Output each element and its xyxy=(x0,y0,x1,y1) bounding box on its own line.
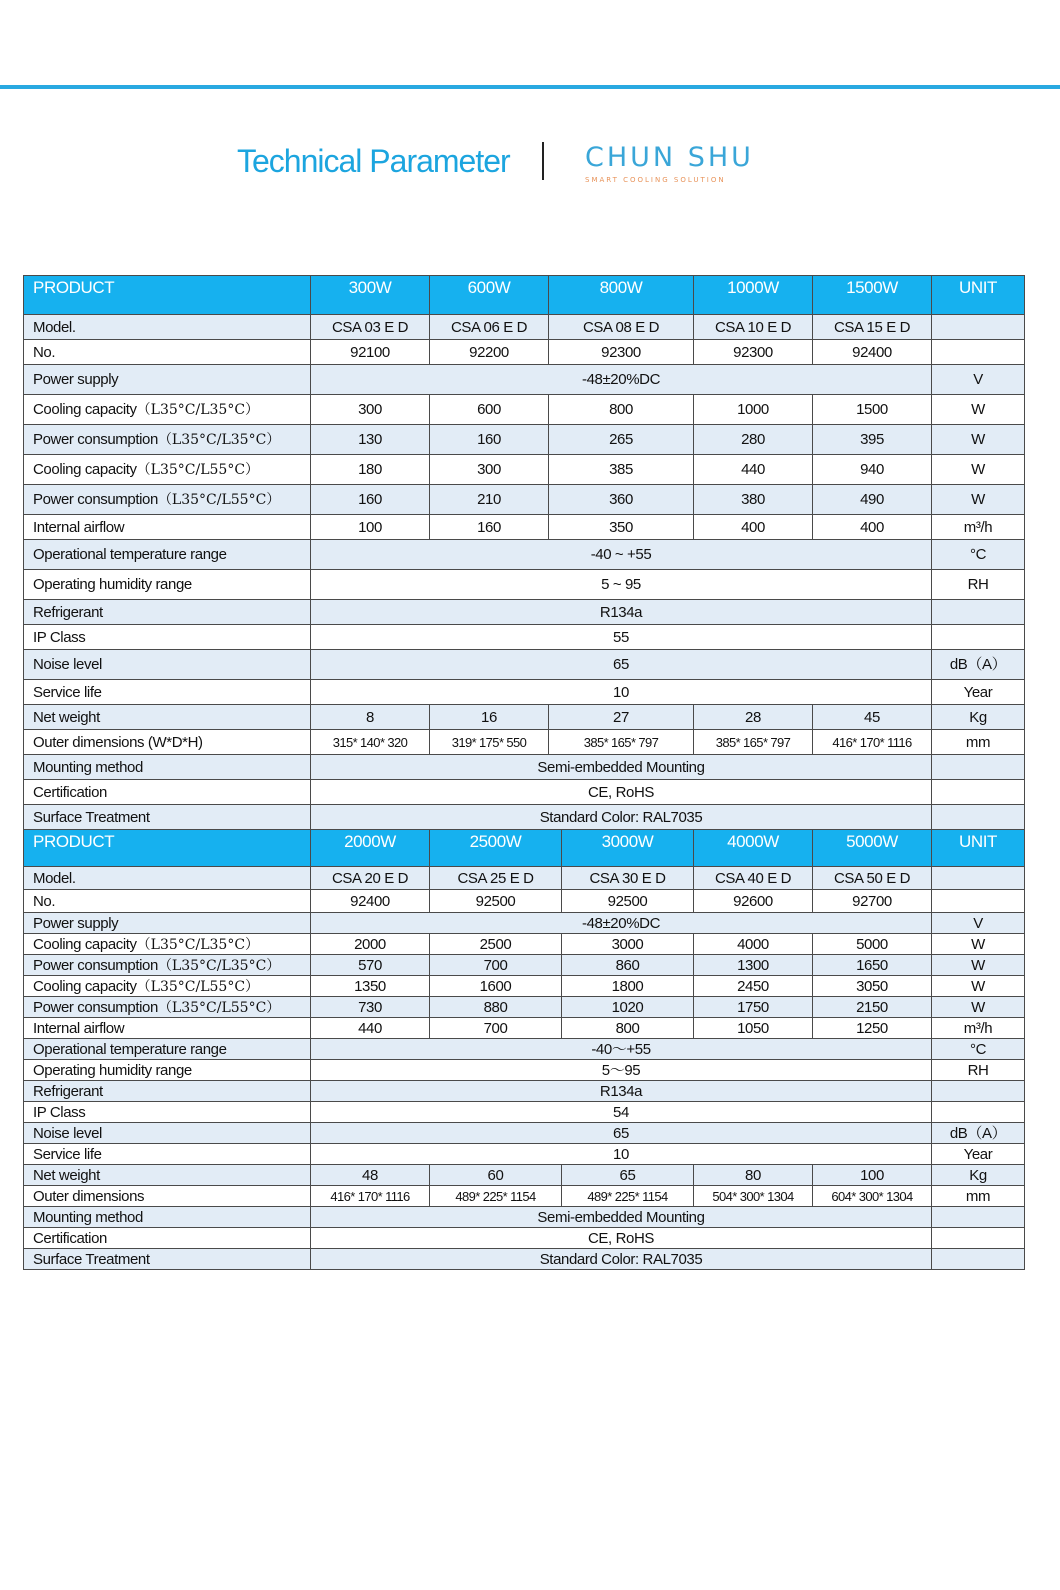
merged-cell: Semi-embedded Mounting xyxy=(311,1207,932,1228)
cell: CSA 15 E D xyxy=(813,315,932,340)
row-label: Power supply xyxy=(24,365,311,395)
unit-cell xyxy=(932,1207,1025,1228)
table-row-ip-class xyxy=(24,1102,1025,1123)
cell: 1650 xyxy=(813,955,932,976)
row-label-condition: （L35°C/L35°C） xyxy=(136,936,260,953)
unit-cell: W xyxy=(932,934,1025,955)
unit-cell: RH xyxy=(932,570,1025,600)
row-label: No. xyxy=(24,340,311,365)
table-row-power-35-55 xyxy=(24,997,1025,1018)
table-row-temp-range xyxy=(24,540,1025,570)
cell: 100 xyxy=(311,515,430,540)
row-label-text: Cooling capacity xyxy=(33,977,137,995)
cell: 100 xyxy=(813,1165,932,1186)
cell: CSA 20 E D xyxy=(311,867,430,890)
merged-cell: 10 xyxy=(311,680,932,705)
cell: 489* 225* 1154 xyxy=(562,1186,694,1207)
header-product-label: PRODUCT xyxy=(24,276,311,315)
row-label: Certification xyxy=(24,780,311,805)
unit-cell: dB（A） xyxy=(932,650,1025,680)
unit-cell xyxy=(932,1228,1025,1249)
cell: 130 xyxy=(311,425,430,455)
table-row-cooling-35-35 xyxy=(24,395,1025,425)
row-label: IP Class xyxy=(24,625,311,650)
row-label-condition: （L35°C/L35°C） xyxy=(157,957,281,974)
unit-cell: W xyxy=(932,395,1025,425)
cell: 2450 xyxy=(694,976,813,997)
cell: 604* 300* 1304 xyxy=(813,1186,932,1207)
title-divider xyxy=(542,142,544,180)
merged-cell: Standard Color: RAL7035 xyxy=(311,805,932,830)
table-row-surface xyxy=(24,805,1025,830)
table-row-noise xyxy=(24,650,1025,680)
cell: 490 xyxy=(813,485,932,515)
cell: 800 xyxy=(562,1018,694,1039)
row-label: Internal airflow xyxy=(24,1018,311,1039)
table-row-power-35-35 xyxy=(24,955,1025,976)
row-label: Power supply xyxy=(24,913,311,934)
cell: 160 xyxy=(430,425,549,455)
row-label: Service life xyxy=(24,1144,311,1165)
row-label: Mounting method xyxy=(24,1207,311,1228)
row-label xyxy=(24,485,311,515)
row-label: Refrigerant xyxy=(24,600,311,625)
row-label xyxy=(24,934,311,955)
cell: 92300 xyxy=(694,340,813,365)
merged-cell: -48±20%DC xyxy=(311,913,932,934)
unit-cell: °C xyxy=(932,1039,1025,1060)
table-row-outer-dims xyxy=(24,730,1025,755)
cell: 3000 xyxy=(562,934,694,955)
table-row-humidity xyxy=(24,1060,1025,1081)
unit-cell xyxy=(932,1081,1025,1102)
row-label-condition: （L35°C/L55°C） xyxy=(157,492,281,508)
unit-cell: mm xyxy=(932,1186,1025,1207)
table-row-power-supply xyxy=(24,365,1025,395)
row-label: Certification xyxy=(24,1228,311,1249)
cell: CSA 06 E D xyxy=(430,315,549,340)
unit-cell: W xyxy=(932,425,1025,455)
header-col: 800W xyxy=(549,276,694,315)
cell: 570 xyxy=(311,955,430,976)
header-unit: UNIT xyxy=(932,276,1025,315)
row-label-text: Cooling capacity xyxy=(33,461,137,478)
cell: 489* 225* 1154 xyxy=(430,1186,562,1207)
cell: CSA 08 E D xyxy=(549,315,694,340)
cell: 1000 xyxy=(694,395,813,425)
cell: 160 xyxy=(311,485,430,515)
table-row-ip-class xyxy=(24,625,1025,650)
cell: 80 xyxy=(694,1165,813,1186)
unit-cell: Year xyxy=(932,680,1025,705)
row-label: Noise level xyxy=(24,1123,311,1144)
row-label: Mounting method xyxy=(24,755,311,780)
unit-cell xyxy=(932,340,1025,365)
cell: 280 xyxy=(694,425,813,455)
table-row-service-life xyxy=(24,1144,1025,1165)
merged-cell: R134a xyxy=(311,1081,932,1102)
row-label xyxy=(24,955,311,976)
row-label-condition: （L35°C/L55°C） xyxy=(157,999,281,1016)
cell: 1350 xyxy=(311,976,430,997)
table-row-cooling-35-55 xyxy=(24,455,1025,485)
cell: 600 xyxy=(430,395,549,425)
merged-cell: 65 xyxy=(311,650,932,680)
table-row-model xyxy=(24,867,1025,890)
unit-cell: W xyxy=(932,976,1025,997)
brand-logo xyxy=(585,143,754,184)
cell: 265 xyxy=(549,425,694,455)
table-row-certification xyxy=(24,780,1025,805)
brand-name: CHUN SHU xyxy=(585,142,754,173)
merged-cell: 5 ~ 95 xyxy=(311,570,932,600)
row-label-condition: （L35°C/L35°C） xyxy=(157,432,281,448)
unit-cell: V xyxy=(932,913,1025,934)
row-label: Outer dimensions (W*D*H) xyxy=(24,730,311,755)
cell: 1020 xyxy=(562,997,694,1018)
cell: 92600 xyxy=(694,890,813,913)
row-label: Operating humidity range xyxy=(24,570,311,600)
header-col: 4000W xyxy=(694,830,813,867)
unit-cell: dB（A） xyxy=(932,1123,1025,1144)
row-label: Model. xyxy=(24,315,311,340)
cell: 504* 300* 1304 xyxy=(694,1186,813,1207)
cell: 700 xyxy=(430,955,562,976)
unit-cell xyxy=(932,780,1025,805)
table-row-service-life xyxy=(24,680,1025,705)
header-col: 3000W xyxy=(562,830,694,867)
row-label xyxy=(24,976,311,997)
row-label: Net weight xyxy=(24,1165,311,1186)
cell: 700 xyxy=(430,1018,562,1039)
cell: 1600 xyxy=(430,976,562,997)
unit-cell: W xyxy=(932,955,1025,976)
cell: 8 xyxy=(311,705,430,730)
cell: CSA 10 E D xyxy=(694,315,813,340)
cell: CSA 03 E D xyxy=(311,315,430,340)
cell: 440 xyxy=(311,1018,430,1039)
brand-tagline: SMART COOLING SOLUTION xyxy=(585,176,726,184)
table-row-net-weight xyxy=(24,1165,1025,1186)
table-row-no xyxy=(24,340,1025,365)
table-header-row xyxy=(24,276,1025,315)
cell: 385* 165* 797 xyxy=(694,730,813,755)
row-label xyxy=(24,425,311,455)
cell: CSA 25 E D xyxy=(430,867,562,890)
unit-cell: RH xyxy=(932,1060,1025,1081)
cell: 416* 170* 1116 xyxy=(311,1186,430,1207)
cell: 300 xyxy=(430,455,549,485)
table-row-cooling-35-35 xyxy=(24,934,1025,955)
cell: 60 xyxy=(430,1165,562,1186)
table-header-row xyxy=(24,830,1025,867)
cell: CSA 40 E D xyxy=(694,867,813,890)
header-col: 300W xyxy=(311,276,430,315)
cell: 4000 xyxy=(694,934,813,955)
unit-cell: Year xyxy=(932,1144,1025,1165)
cell: 880 xyxy=(430,997,562,1018)
cell: 5000 xyxy=(813,934,932,955)
cell: 1050 xyxy=(694,1018,813,1039)
cell: 1300 xyxy=(694,955,813,976)
unit-cell xyxy=(932,1102,1025,1123)
cell: 360 xyxy=(549,485,694,515)
spec-table-1 xyxy=(23,275,1025,830)
header-product-label: PRODUCT xyxy=(24,830,311,867)
merged-cell: 65 xyxy=(311,1123,932,1144)
row-label: Noise level xyxy=(24,650,311,680)
merged-cell: -48±20%DC xyxy=(311,365,932,395)
table-row-noise xyxy=(24,1123,1025,1144)
cell: 400 xyxy=(813,515,932,540)
table-row-model xyxy=(24,315,1025,340)
merged-cell: -40 ~ +55 xyxy=(311,540,932,570)
cell: 385 xyxy=(549,455,694,485)
table-row-power-supply xyxy=(24,913,1025,934)
table-row-mounting xyxy=(24,755,1025,780)
cell: 92100 xyxy=(311,340,430,365)
cell: 16 xyxy=(430,705,549,730)
top-rule xyxy=(0,85,1060,89)
row-label: Refrigerant xyxy=(24,1081,311,1102)
row-label-condition: （L35°C/L55°C） xyxy=(136,978,260,995)
cell: 160 xyxy=(430,515,549,540)
merged-cell: 54 xyxy=(311,1102,932,1123)
table-row-no xyxy=(24,890,1025,913)
cell: CSA 50 E D xyxy=(813,867,932,890)
table-row-cooling-35-55 xyxy=(24,976,1025,997)
cell: 319* 175* 550 xyxy=(430,730,549,755)
row-label xyxy=(24,997,311,1018)
merged-cell: Standard Color: RAL7035 xyxy=(311,1249,932,1270)
merged-cell: CE, RoHS xyxy=(311,1228,932,1249)
cell: 2150 xyxy=(813,997,932,1018)
table-row-surface xyxy=(24,1249,1025,1270)
merged-cell: -40～+55 xyxy=(311,1039,932,1060)
unit-cell: W xyxy=(932,485,1025,515)
cell: 2000 xyxy=(311,934,430,955)
cell: 400 xyxy=(694,515,813,540)
cell: 730 xyxy=(311,997,430,1018)
cell: 380 xyxy=(694,485,813,515)
cell: 210 xyxy=(430,485,549,515)
cell: 860 xyxy=(562,955,694,976)
unit-cell: mm xyxy=(932,730,1025,755)
spec-table-2 xyxy=(23,829,1025,1270)
header-col: 600W xyxy=(430,276,549,315)
cell: 300 xyxy=(311,395,430,425)
table-row-net-weight xyxy=(24,705,1025,730)
row-label-text: Power consumption xyxy=(33,431,158,448)
cell: CSA 30 E D xyxy=(562,867,694,890)
cell: 350 xyxy=(549,515,694,540)
cell: 1500 xyxy=(813,395,932,425)
table-row-refrigerant xyxy=(24,1081,1025,1102)
cell: 1800 xyxy=(562,976,694,997)
cell: 395 xyxy=(813,425,932,455)
table-row-temp-range xyxy=(24,1039,1025,1060)
merged-cell: CE, RoHS xyxy=(311,780,932,805)
row-label-condition: （L35°C/L35°C） xyxy=(136,402,260,418)
row-label-text: Cooling capacity xyxy=(33,935,137,953)
unit-cell: m³/h xyxy=(932,1018,1025,1039)
cell: 92400 xyxy=(311,890,430,913)
row-label: Internal airflow xyxy=(24,515,311,540)
cell: 92200 xyxy=(430,340,549,365)
header-col: 2000W xyxy=(311,830,430,867)
unit-cell: m³/h xyxy=(932,515,1025,540)
row-label: Surface Treatment xyxy=(24,805,311,830)
page-title: Technical Parameter xyxy=(237,143,510,179)
table-row-airflow xyxy=(24,1018,1025,1039)
table-row-humidity xyxy=(24,570,1025,600)
row-label: Model. xyxy=(24,867,311,890)
merged-cell: 10 xyxy=(311,1144,932,1165)
cell: 440 xyxy=(694,455,813,485)
merged-cell: R134a xyxy=(311,600,932,625)
row-label: Operating humidity range xyxy=(24,1060,311,1081)
table-row-power-35-55 xyxy=(24,485,1025,515)
unit-cell: Kg xyxy=(932,705,1025,730)
unit-cell xyxy=(932,867,1025,890)
row-label-text: Power consumption xyxy=(33,956,158,974)
unit-cell: W xyxy=(932,455,1025,485)
cell: 940 xyxy=(813,455,932,485)
cell: 1750 xyxy=(694,997,813,1018)
unit-cell xyxy=(932,805,1025,830)
unit-cell: °C xyxy=(932,540,1025,570)
merged-cell: 5～95 xyxy=(311,1060,932,1081)
table-row-mounting xyxy=(24,1207,1025,1228)
unit-cell xyxy=(932,600,1025,625)
table-row-power-35-35 xyxy=(24,425,1025,455)
merged-cell: Semi-embedded Mounting xyxy=(311,755,932,780)
cell: 65 xyxy=(562,1165,694,1186)
header-unit: UNIT xyxy=(932,830,1025,867)
merged-cell: 55 xyxy=(311,625,932,650)
row-label-text: Power consumption xyxy=(33,491,158,508)
unit-cell: W xyxy=(932,997,1025,1018)
row-label: Operational temperature range xyxy=(24,1039,311,1060)
row-label: Net weight xyxy=(24,705,311,730)
cell: 45 xyxy=(813,705,932,730)
row-label-text: Cooling capacity xyxy=(33,401,137,418)
cell: 27 xyxy=(549,705,694,730)
unit-cell xyxy=(932,755,1025,780)
unit-cell: Kg xyxy=(932,1165,1025,1186)
cell: 1250 xyxy=(813,1018,932,1039)
row-label: Service life xyxy=(24,680,311,705)
table-row-certification xyxy=(24,1228,1025,1249)
cell: 92500 xyxy=(430,890,562,913)
row-label xyxy=(24,395,311,425)
table-row-refrigerant xyxy=(24,600,1025,625)
unit-cell: V xyxy=(932,365,1025,395)
header-col: 5000W xyxy=(813,830,932,867)
row-label: Operational temperature range xyxy=(24,540,311,570)
header-col: 1500W xyxy=(813,276,932,315)
cell: 92300 xyxy=(549,340,694,365)
cell: 3050 xyxy=(813,976,932,997)
cell: 48 xyxy=(311,1165,430,1186)
row-label xyxy=(24,455,311,485)
cell: 800 xyxy=(549,395,694,425)
unit-cell xyxy=(932,625,1025,650)
cell: 180 xyxy=(311,455,430,485)
row-label: Outer dimensions xyxy=(24,1186,311,1207)
header-col: 2500W xyxy=(430,830,562,867)
cell: 385* 165* 797 xyxy=(549,730,694,755)
cell: 28 xyxy=(694,705,813,730)
row-label: No. xyxy=(24,890,311,913)
row-label: Surface Treatment xyxy=(24,1249,311,1270)
cell: 92700 xyxy=(813,890,932,913)
row-label-text: Power consumption xyxy=(33,998,158,1016)
table-row-airflow xyxy=(24,515,1025,540)
cell: 2500 xyxy=(430,934,562,955)
cell: 92400 xyxy=(813,340,932,365)
unit-cell xyxy=(932,890,1025,913)
header-col: 1000W xyxy=(694,276,813,315)
unit-cell xyxy=(932,1249,1025,1270)
unit-cell xyxy=(932,315,1025,340)
row-label-condition: （L35°C/L55°C） xyxy=(136,462,260,478)
row-label: IP Class xyxy=(24,1102,311,1123)
cell: 416* 170* 1116 xyxy=(813,730,932,755)
table-row-outer-dims xyxy=(24,1186,1025,1207)
cell: 315* 140* 320 xyxy=(311,730,430,755)
cell: 92500 xyxy=(562,890,694,913)
